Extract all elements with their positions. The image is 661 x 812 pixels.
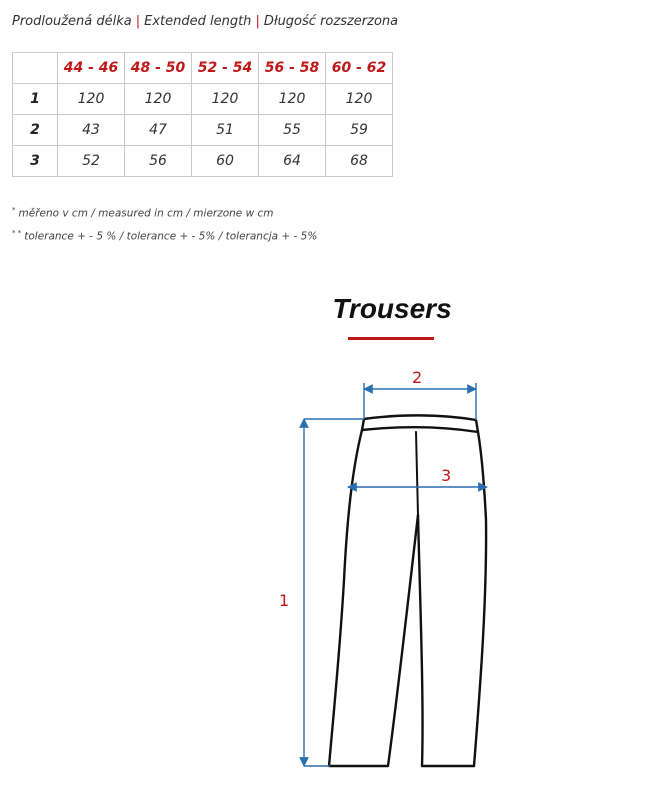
table-cell: 64 [259,146,326,177]
row-header: 2 [13,115,58,146]
row-header: 1 [13,84,58,115]
header-pl: Długość rozszerzona [263,14,399,29]
column-header: 60 - 62 [326,53,393,84]
note-units-text: měřeno v cm / measured in cm / mierzone w cm [18,207,274,220]
table-cell: 59 [326,115,393,146]
table-cell: 47 [125,115,192,146]
table-cell: 120 [192,84,259,115]
note-mark: * [12,206,16,214]
header-separator: | [135,14,141,29]
column-header: 56 - 58 [259,53,326,84]
table-cell: 60 [192,146,259,177]
table-cell: 51 [192,115,259,146]
column-header: 44 - 46 [58,53,125,84]
note-mark: * * [12,228,22,237]
table-cell: 120 [326,84,393,115]
column-header: 48 - 50 [125,53,192,84]
label-hip: 3 [441,466,452,485]
trousers-outline [329,415,486,766]
fly-seam [416,432,418,515]
table-cell: 56 [125,146,192,177]
header-en: Extended length [144,14,252,29]
table-cell: 120 [58,84,125,115]
table-cell: 55 [259,115,326,146]
table-cell: 52 [58,146,125,177]
right-leg [418,432,486,766]
label-waist: 2 [412,368,423,387]
drawing-title: Trousers [332,293,452,324]
waistband [362,415,478,432]
row-header: 3 [13,146,58,177]
note-tolerance-text: tolerance + - 5 % / tolerance + - 5% / tolerancja + - 5% [24,230,318,242]
header-separator: | [255,14,260,29]
label-length: 1 [279,591,290,610]
left-leg [329,430,418,766]
table-cell: 68 [326,146,393,177]
column-header: 52 - 54 [192,53,259,84]
table-cell: 120 [125,84,192,115]
header-cz: Prodloužená délka [12,14,132,29]
table-cell: 43 [58,115,125,146]
table-cell: 120 [259,84,326,115]
